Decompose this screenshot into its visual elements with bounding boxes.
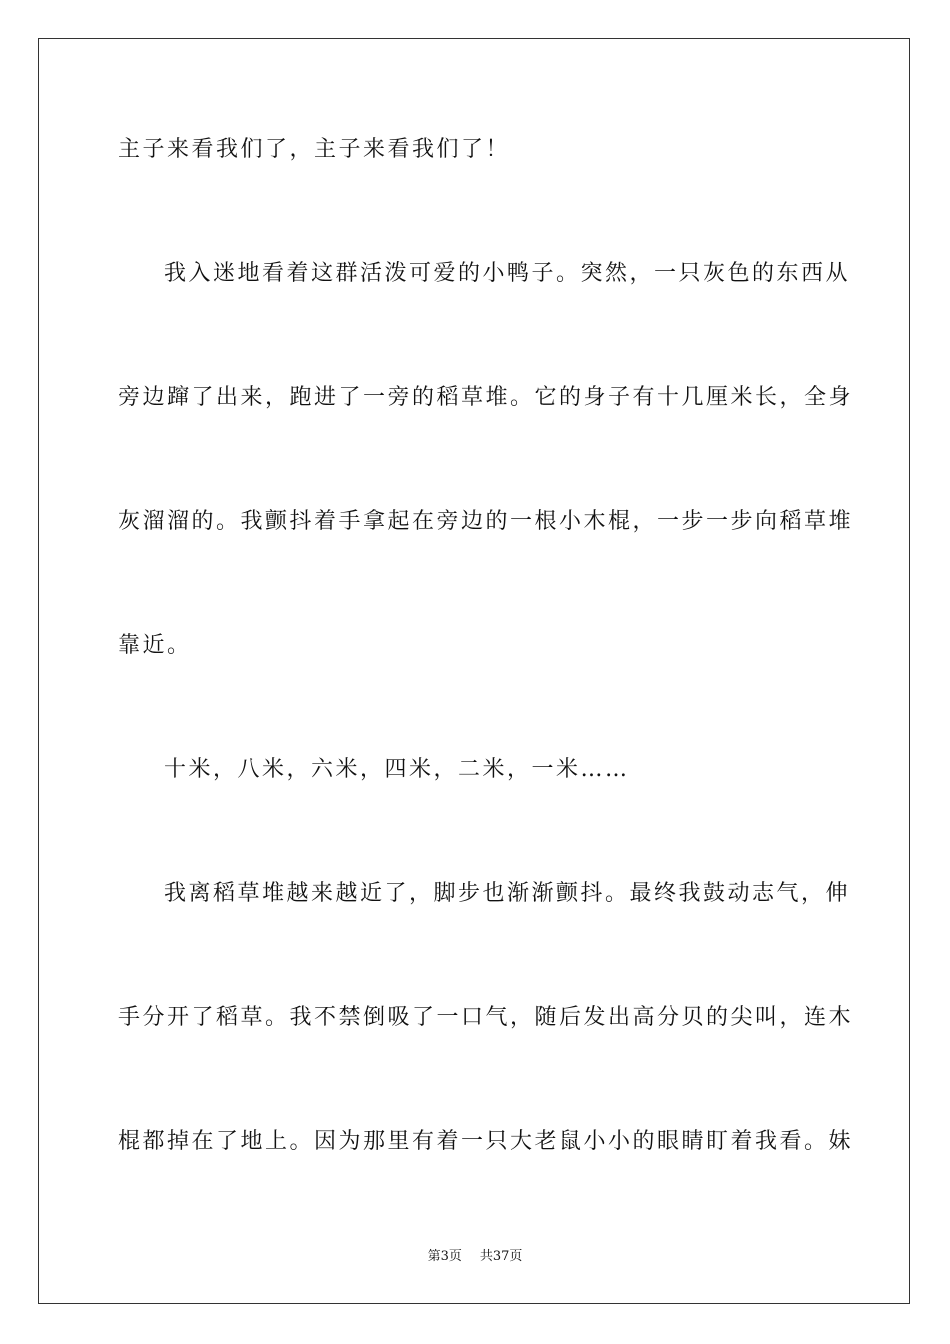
text-line-6: 十米，八米，六米，四米，二米，一米…… xyxy=(164,757,630,782)
text-line-5: 靠近。 xyxy=(118,633,192,658)
text-line-8: 手分开了稻草。我不禁倒吸了一口气，随后发出高分贝的尖叫，连木 xyxy=(118,1005,854,1030)
text-line-9: 棍都掉在了地上。因为那里有着一只大老鼠小小的眼睛盯着我看。妹 xyxy=(118,1129,854,1154)
text-line-7: 我离稻草堆越来越近了，脚步也渐渐颤抖。最终我鼓动志气，伸 xyxy=(164,881,851,906)
page-footer xyxy=(0,1245,950,1264)
page-border xyxy=(38,38,910,1304)
text-line-3: 旁边蹿了出来，跑进了一旁的稻草堆。它的身子有十几厘米长，全身 xyxy=(118,385,854,410)
text-line-4: 灰溜溜的。我颤抖着手拿起在旁边的一根小木棍，一步一步向稻草堆 xyxy=(118,509,854,534)
current-page-label: 第3页 xyxy=(427,1249,462,1264)
text-line-2: 我入迷地看着这群活泼可爱的小鸭子。突然，一只灰色的东西从 xyxy=(164,261,851,286)
total-pages-label: 共37页 xyxy=(479,1249,523,1264)
text-line-1: 主子来看我们了，主子来看我们了！ xyxy=(118,137,511,162)
